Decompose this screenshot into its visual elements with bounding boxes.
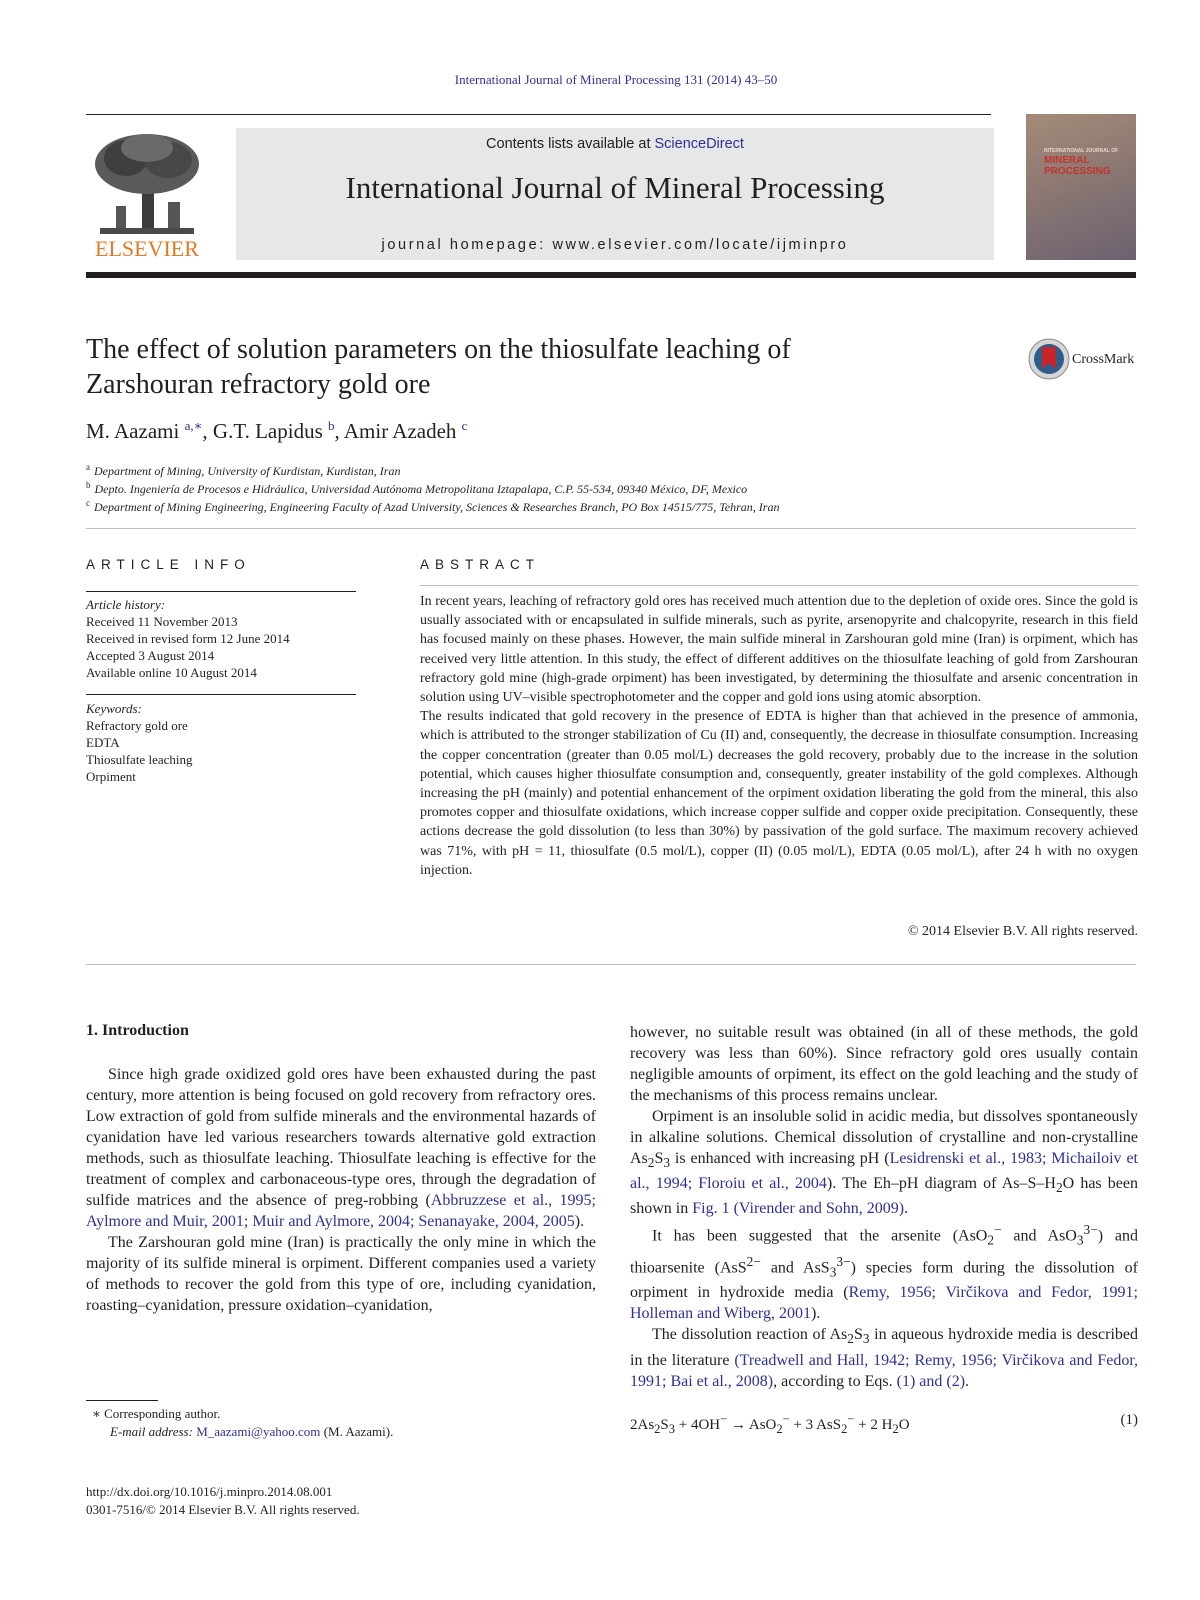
doi-link[interactable]: http://dx.doi.org/10.1016/j.minpro.2014.08.001 — [86, 1484, 333, 1499]
body-right-column: however, no suitable result was obtained (in all of these methods, the gold recovery was less than 60%). Since refractory gold ores usually contain negligible amounts of orpiment, its effect on the gold leaching and the study of the mechanisms of this process remains unclear. Orpiment is an insoluble solid in acidic media, but dissolves spontaneously in alkaline solutions. Chemical dissolution of crystalline and non-crystalline $As_2S_3$ is enhanced with increasing pH (Lesidrenski et al., 1983; Michailoiv et al., 1994; Floroiu et al., 2004). The Eh–pH diagram of $As-S-H_2O$ has been shown in Fig. 1 (Virender and Sohn, 2009). It has been suggested that the arsenite (AsO$_2$− and AsO$_3^{3-}$) and thioarsenite (AsS$^{2-}$ and AsS$_3^{3-}$) species form during the dissolution of orpiment in hydroxide media (Remy, 1956; Virčikova and Fedor, 1991; Holleman and Wiberg, 2001). The dissolution reaction of $As_2S_3$ in aqueous hydroxide media is described in the literature (Treadwell and Hall, 1942; Remy, 1956; Virčikova and Fedor, 1991; Bai et al., 2008), according to Eqs. (1) and (2). — [630, 1024, 1139, 1390]
svg-text:ELSEVIER: ELSEVIER — [95, 236, 199, 260]
reference-link[interactable]: Lesidrenski et al., 1983; Michailoiv et al., 1994; Floroiu et al., 2004 — [630, 1150, 1139, 1193]
keyword: EDTA — [86, 735, 120, 750]
crossmark-label[interactable]: CrossMark — [1072, 352, 1135, 367]
author-affiliation-link[interactable]: a,∗ — [184, 418, 203, 433]
elsevier-tree-icon — [86, 128, 208, 260]
keywords: Keywords: Refractory gold ore EDTA Thiosulfate leaching Orpiment — [86, 701, 193, 784]
article-info-heading: ARTICLE INFO — [86, 557, 251, 572]
keyword: Orpiment — [86, 769, 136, 784]
abstract-text: In recent years, leaching of refractory gold ores has received much attention due to the depletion of oxide ores. Since the gold is usually associated with or encapsulated in sulfide minerals, such as pyrite, arsenopyrite and chalcopyrite, research in this field has focused mainly on these phases. However, the main sulfide mineral in Zarshouran gold mine (Iran) is orpiment, which has received very little attention. In this study, the effect of different additives on the thiosulfate leaching of gold from Zarshouran refractory gold mine (high-grade orpiment) has been investigated, by determining the thiosulfate and arsenic concentration in solution using UV–visible spectrophotometer and the copper and gold ions using atomic absorption. The results indicated that gold recovery in the presence of EDTA is higher than that achieved in the presence of ammonia, which is attributed to the stronger stabilization of Cu (II) and, consequently, the decrease in thiosulfate consumption. Increasing the copper concentration (greater than 0.05 mol/L) decreases the gold recovery, probably due to the increase in the solution potential, which causes higher thiosulfate consumption and, consequently, greater instability of the gold complexes. Although increasing the pH (mainly) and potential enhancement of the orpiment oxidation liberating the gold from the mineral, this also promotes copper and thiosulfate oxidations, which increase copper sulfide and copper oxide precipitation. Consequently, these actions decrease the gold dissolution (to less than 30%) by passivation of the gold surface. The maximum recovery achieved was 71%, with pH = 11, thiosulfate (0.5 mol/L), copper (II) (0.05 mol/L), EDTA (0.05 mol/L), after 24 h with no oxygen injection. — [420, 594, 1138, 878]
author-name: M. Aazami — [86, 419, 180, 443]
journal-homepage[interactable]: journal homepage: www.elsevier.com/locate/ijminpro — [381, 237, 849, 253]
article-history: Article history: Received 11 November 2013 Received in revised form 12 June 2014 Accepted 3 August 2014 Available online 10 August 2014 — [86, 597, 290, 680]
body-left-column: Since high grade oxidized gold ores have been exhausted during the past century, more attention is being focused on gold recovery from refractory ores. Low extraction of gold from sulfide minerals and the environmental hazards of cyanidation have led various researchers towards alternative gold extraction methods, such as thiosulfate leaching. Thiosulfate leaching is effective for the treatment of complex and carbonaceous-type ores, through the degradation of sulfide matrices and the absence of preg-robbing (Abbruzzese et al., 1995; Aylmore and Muir, 2001; Muir and Aylmore, 2004; Senanayake, 2004, 2005). The Zarshouran gold mine (Iran) is practically the only mine in which the majority of its sulfide mineral is orpiment. Different companies used a variety of methods to recover the gold from this type of ore, including cyanidation, roasting–cyanidation, pressure oxidation–cyanidation, — [86, 1066, 596, 1314]
affiliation: $^a$ Department of Mining, University of Kurdistan, Kurdistan, Iran — [86, 462, 401, 478]
journal-banner — [236, 128, 994, 260]
info-rule — [86, 591, 356, 592]
figure-link[interactable]: Fig. 1 — [692, 1200, 730, 1218]
abstract-rule — [420, 585, 1138, 586]
equation-link[interactable]: (1) and (2) — [896, 1372, 966, 1390]
affiliation: $^c$ Department of Mining Engineering, Engineering Faculty of Azad University, Sciences & Researches Branch, PO Box 14515/775, Tehran, Iran — [86, 498, 780, 514]
author-name: Amir Azadeh — [343, 419, 457, 443]
reference-link[interactable]: Remy, 1956; Virčikova and Fedor, 1991; Holleman and Wiberg, 2001 — [630, 1284, 1138, 1323]
section-divider — [86, 528, 1136, 529]
reference-link[interactable]: Abbruzzese et al., 1995; Aylmore and Muir, 2001; Muir and Aylmore, 2004; Senanayake, 2004, 2005 — [86, 1192, 596, 1230]
footnote-rule — [86, 1400, 158, 1401]
crossmark-icon[interactable] — [1028, 338, 1070, 380]
keyword: Refractory gold ore — [86, 718, 188, 733]
email-line: E-mail address: M_aazami@yahoo.com (M. Aazami). — [110, 1424, 394, 1439]
journal-citation[interactable]: International Journal of Mineral Processing 131 (2014) 43–50 — [454, 72, 778, 87]
contents-line: Contents lists available at ScienceDirect — [486, 136, 744, 152]
keywords-rule — [86, 694, 356, 695]
journal-title: International Journal of Mineral Processing — [345, 170, 885, 205]
keyword: Thiosulfate leaching — [86, 752, 193, 767]
copyright: © 2014 Elsevier B.V. All rights reserved. — [907, 924, 1138, 939]
corresponding-author: ∗ Corresponding author. — [92, 1406, 221, 1421]
journal-cover — [1026, 114, 1136, 260]
email-link[interactable]: M_aazami@yahoo.com — [196, 1424, 321, 1439]
masthead-rule — [86, 272, 1136, 278]
author-affiliation-link[interactable]: b — [328, 418, 335, 433]
article-title: The effect of solution parameters on the thiosulfate leaching of Zarshouran refractory gold ore — [86, 334, 791, 400]
affiliation: $^b$ Depto. Ingeniería de Procesos e Hidráulica, Universidad Autónoma Metropolitana Iztapalapa, C.P. 55-534, 09340 México, DF, Mexico — [86, 480, 748, 496]
author-name: G.T. Lapidus — [212, 419, 323, 443]
sciencedirect-link[interactable]: ScienceDirect — [654, 136, 744, 152]
equation-1: $2As_2S_3 + 4OH^- \to AsO_2^- + 3$ AsS$_2$− + 2 $H_2O$ (1) — [630, 1412, 1138, 1436]
equation-number: (1) — [1120, 1412, 1138, 1428]
reference-link[interactable]: (Treadwell and Hall, 1942; Remy, 1956; Virčikova and Fedor, 1991; Bai et al., 2008) — [630, 1351, 1139, 1390]
cover-title: INTERNATIONAL JOURNAL OF MINERAL PROCESSING — [1044, 148, 1119, 177]
body-divider — [86, 964, 1136, 965]
elsevier-logo — [86, 128, 208, 260]
section-heading: 1. Introduction — [86, 1022, 189, 1039]
reference-link[interactable]: (Virender and Sohn, 2009) — [733, 1200, 905, 1218]
header-rule — [86, 114, 991, 115]
issn: 0301-7516/© 2014 Elsevier B.V. All rights reserved. — [86, 1502, 360, 1517]
author-list: M. Aazami $^{a,∗}$, G.T. Lapidus $^b$, Amir Azadeh $^c$ — [86, 418, 468, 443]
abstract-heading: ABSTRACT — [420, 557, 541, 572]
author-affiliation-link[interactable]: c — [461, 418, 468, 433]
